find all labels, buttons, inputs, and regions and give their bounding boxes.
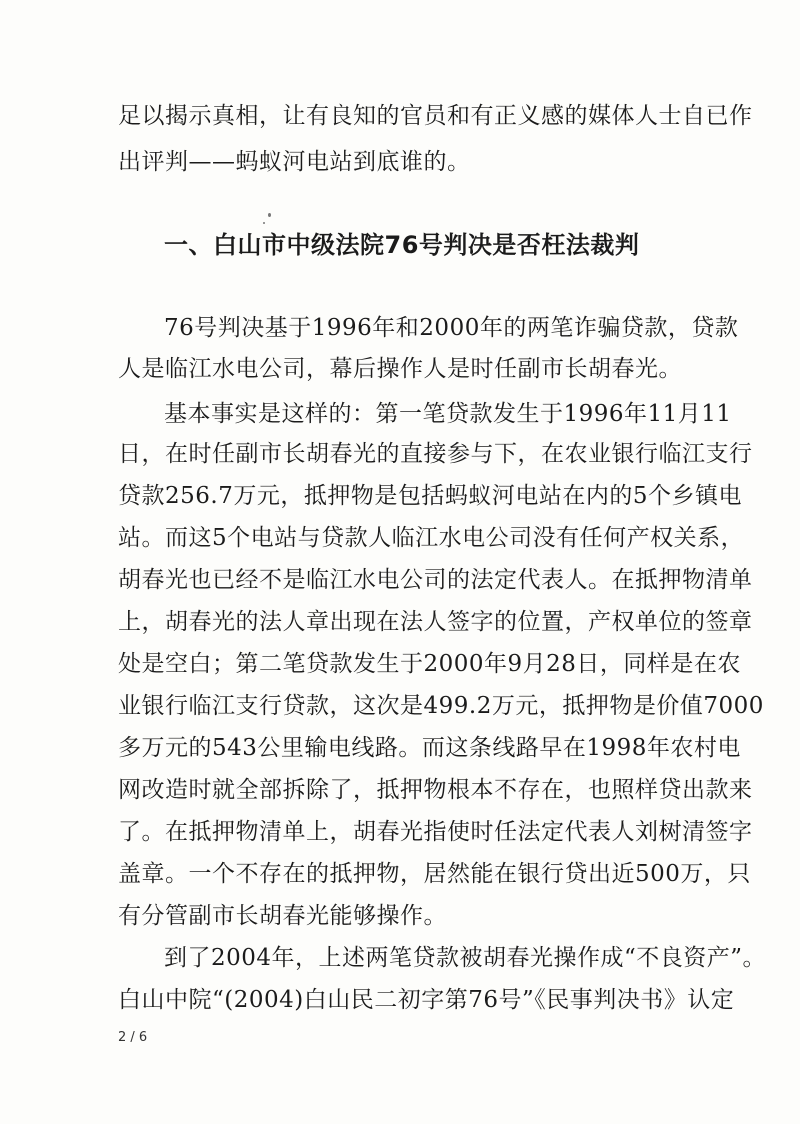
text-line: 白山中院“(2004)白山民二初字第76号”《民事判决书》认定 bbox=[118, 987, 735, 1013]
text-line: 到了2004年，上述两笔贷款被胡春光操作成“不良资产”。 bbox=[164, 945, 767, 971]
text-line: 网改造时就全部拆除了，抵押物根本不存在，也照样贷出款来 bbox=[118, 777, 753, 803]
text-line: 站。而这5个电站与贷款人临江水电公司没有任何产权关系， bbox=[118, 525, 745, 551]
text-line: 盖章。一个不存在的抵押物，居然能在银行贷出近500万，只 bbox=[118, 861, 751, 887]
text-line: 足以揭示真相，让有良知的官员和有正义感的媒体人士自已作 bbox=[118, 103, 753, 129]
text-line: 处是空白；第二笔贷款发生于2000年9月28日，同样是在农 bbox=[118, 651, 741, 677]
text-line: 有分管副市长胡春光能够操作。 bbox=[118, 903, 447, 929]
text-line: 日，在时任副市长胡春光的直接参与下，在农业银行临江支行 bbox=[118, 441, 753, 467]
text-line: 业银行临江支行贷款，这次是499.2万元，抵押物是价值7000 bbox=[118, 693, 764, 719]
text-line: 贷款256.7万元，抵押物是包括蚂蚁河电站在内的5个乡镇电 bbox=[118, 483, 742, 509]
section-heading: 一、白山市中级法院76号判决是否枉法裁判 bbox=[164, 231, 640, 259]
text-line: 胡春光也已经不是临江水电公司的法定代表人。在抵押物清单 bbox=[118, 567, 753, 593]
scan-speck bbox=[263, 222, 265, 224]
text-line: 人是临江水电公司，幕后操作人是时任副市长胡春光。 bbox=[118, 356, 682, 382]
scan-speck bbox=[268, 213, 271, 217]
text-line: 出评判——蚂蚁河电站到底谁的。 bbox=[118, 149, 471, 175]
text-line: 了。在抵押物清单上，胡春光指使时任法定代表人刘树清签字 bbox=[118, 819, 753, 845]
text-line: 76号判决基于1996年和2000年的两笔诈骗贷款，贷款 bbox=[164, 315, 739, 341]
text-line: 基本事实是这样的：第一笔贷款发生于1996年11月11 bbox=[164, 401, 732, 427]
text-line: 多万元的543公里输电线路。而这条线路早在1998年农村电 bbox=[118, 735, 741, 761]
text-line: 上，胡春光的法人章出现在法人签字的位置，产权单位的签章 bbox=[118, 609, 753, 635]
page-number: 2 / 6 bbox=[118, 1030, 148, 1045]
